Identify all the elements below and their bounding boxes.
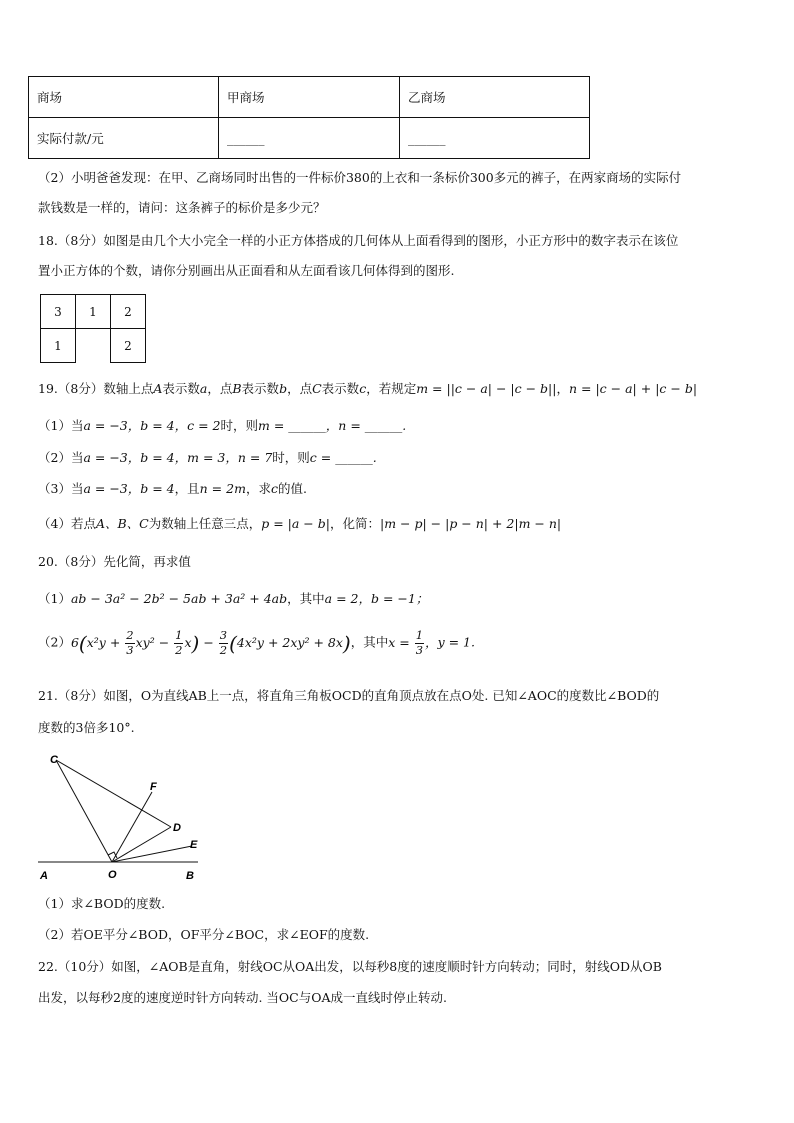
text: ，求	[245, 481, 271, 496]
q21-line2: 度数的3倍多10°.	[38, 720, 135, 735]
text: （2）	[38, 634, 71, 650]
math: a = −3，b = 4，m = 3，n = 7	[83, 450, 273, 465]
table-cell: ______	[400, 118, 590, 159]
math: m = ______，n = ______.	[258, 418, 407, 433]
math: c = ______.	[309, 450, 377, 465]
math: |m − p| − |p − n| + 2|m − n|	[380, 516, 562, 531]
text: 时，则	[220, 418, 259, 433]
table-row	[29, 118, 590, 159]
label-A: A	[40, 870, 48, 882]
var: B	[232, 381, 242, 396]
table-cell: 商场	[29, 77, 219, 118]
math: p = |a − b|	[261, 516, 330, 531]
math: n = 2m	[199, 481, 246, 496]
q19-intro: 19.（8分）数轴上点A表示数a，点B表示数b，点C表示数c，若规定m = ||c − a| − |c − b||，n = |c − a| + |c − b|	[38, 381, 698, 396]
label-E: E	[190, 839, 198, 851]
label-B: B	[186, 870, 194, 882]
grid-cell-empty	[76, 329, 111, 363]
ray-OE	[112, 846, 192, 862]
text: （1）当	[38, 418, 84, 433]
math: y = 1.	[437, 634, 475, 650]
text: （2）当	[38, 450, 84, 465]
label-O: O	[108, 869, 117, 881]
q20-part2-expr: 6(x²y + $\frac{2}{3}$ xy² − $\frac{1}{2}$ x) − $\frac{3}{2}$ (4x²y + 2xy² + 8x)	[70, 628, 351, 657]
text: ，若规定	[366, 381, 417, 396]
q21-line1: 21.（8分）如图，O为直线AB上一点，将直角三角板OCD的直角顶点放在点O处. 已知∠AOC的度数比∠BOD的	[38, 688, 660, 703]
table-cell: 实际付款/元	[29, 118, 219, 159]
text: 为数轴上任意三点，	[148, 516, 262, 531]
grid-cell: 2	[111, 295, 146, 329]
q22-line2: 出发，以每秒2度的速度逆时针方向转动. 当OC与OA成一直线时停止转动.	[38, 990, 447, 1005]
m-definition: m = ||c − a| − |c − b||	[416, 381, 557, 396]
segment-CD	[56, 760, 171, 827]
q19-part4	[38, 518, 561, 531]
math: a = −3，b = 4	[83, 481, 175, 496]
text: （1）	[38, 591, 71, 606]
top-view-grid	[40, 294, 146, 363]
text: ，其中	[350, 634, 389, 650]
q21-part2: （2）若OE平分∠BOD，OF平分∠BOC，求∠EOF的度数.	[38, 927, 370, 942]
grid-cell: 2	[111, 329, 146, 363]
text: 的值.	[277, 481, 307, 496]
text: ，化简：	[329, 516, 380, 531]
label-F: F	[150, 781, 157, 793]
price-table	[28, 76, 590, 159]
n-definition: n = |c − a| + |c − b|	[569, 381, 698, 396]
grid-cell: 3	[41, 295, 76, 329]
text: ，点	[207, 381, 233, 396]
q20-part2	[38, 630, 475, 656]
ray-OC	[56, 760, 112, 862]
q19-part2	[38, 452, 377, 465]
text: （4）若点	[38, 516, 96, 531]
var: b	[279, 381, 288, 396]
table-header-row	[29, 77, 590, 118]
grid-cell: 1	[41, 329, 76, 363]
grid-cell: 1	[76, 295, 111, 329]
ray-OF	[112, 792, 152, 862]
var: C	[312, 381, 322, 396]
label-C: C	[50, 754, 58, 766]
math: a = −3，b = 4，c = 2	[83, 418, 221, 433]
var: c	[359, 381, 367, 396]
text: 表示数	[241, 381, 280, 396]
var: a	[199, 381, 208, 396]
table-cell: 乙商场	[400, 77, 590, 118]
q20-part2-vals: x = $\frac{1}{3}$ ，	[388, 628, 438, 657]
q19-part3	[38, 483, 307, 496]
label-D: D	[173, 822, 181, 834]
math: A、B、C	[95, 516, 149, 531]
q21-part1: （1）求∠BOD的度数.	[38, 896, 166, 911]
q19-part1	[38, 420, 406, 433]
text: （3）当	[38, 481, 84, 496]
q21-figure	[30, 748, 220, 888]
text: ，其中	[287, 591, 325, 606]
text: 表示数	[321, 381, 360, 396]
q22-line1: 22.（10分）如图，∠AOB是直角，射线OC从OA出发，以每秒8度的速度顺时针方向转动；同时，射线OD从OB	[38, 959, 662, 974]
table-cell: 甲商场	[219, 77, 400, 118]
q17-part2-line2: 款钱数是一样的，请问：这条裤子的标价是多少元？	[38, 200, 326, 215]
math: ab − 3a² − 2b² − 5ab + 3a² + 4ab	[70, 591, 288, 606]
q18-line1: 18.（8分）如图是由几个大小完全一样的小正方体搭成的几何体从上面看得到的图形，小正方形中的数字表示在该位	[38, 233, 679, 248]
q17-part2-line1: （2）小明爸爸发现：在甲、乙商场同时出售的一件标价380的上衣和一条标价300多元的裤子，在两家商场的实际付	[38, 170, 682, 185]
text: ，点	[287, 381, 313, 396]
text: 时，则	[272, 450, 310, 465]
var: c	[270, 481, 278, 496]
ray-OD	[112, 827, 171, 862]
math: a = 2，b = −1；	[324, 591, 429, 606]
text: 表示数	[162, 381, 200, 396]
q18-line2: 置小正方体的个数，请你分别画出从正面看和从左面看该几何体得到的图形.	[38, 263, 455, 278]
q20-title: 20.（8分）先化简，再求值	[38, 554, 191, 569]
var: A	[153, 381, 163, 396]
text: 19.（8分）数轴上点	[38, 381, 154, 396]
text: ，且	[174, 481, 200, 496]
table-cell: ______	[219, 118, 400, 159]
q20-part1	[38, 593, 428, 606]
